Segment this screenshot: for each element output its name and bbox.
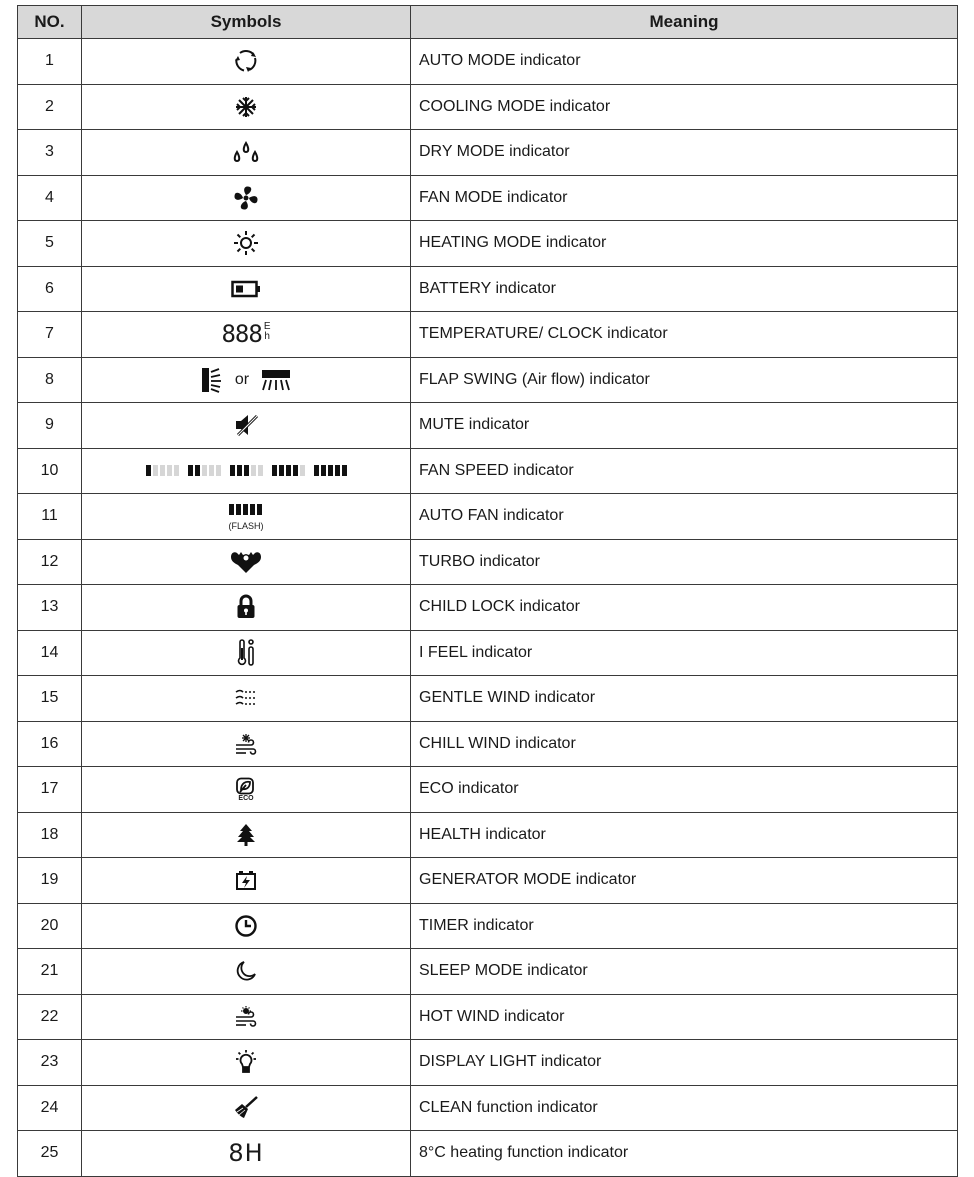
- table-row: [18, 903, 958, 949]
- eco-label: ECO: [238, 794, 254, 802]
- row-meaning: GENERATOR MODE indicator: [411, 858, 958, 904]
- table-row: [18, 39, 958, 85]
- row-meaning: CLEAN function indicator: [411, 1085, 958, 1131]
- row-meaning: ECO indicator: [411, 767, 958, 813]
- table-row: [18, 676, 958, 722]
- header-symbols: Symbols: [82, 6, 411, 39]
- fan-speed-level-4-icon: [272, 465, 305, 476]
- table-row: [18, 630, 958, 676]
- row-meaning: AUTO FAN indicator: [411, 494, 958, 540]
- table-row: [18, 721, 958, 767]
- turbo-muscle-icon: [229, 549, 263, 575]
- table-row: [18, 84, 958, 130]
- fan-speed-level-3-icon: [230, 465, 263, 476]
- row-meaning: CHILL WIND indicator: [411, 721, 958, 767]
- row-meaning: DRY MODE indicator: [411, 130, 958, 176]
- table-row: [18, 1131, 958, 1177]
- table-row: [18, 1040, 958, 1086]
- hot-wind-icon: [234, 1005, 258, 1029]
- chill-wind-icon: [234, 732, 258, 756]
- auto-mode-icon: [233, 48, 259, 74]
- row-number: 21: [18, 949, 82, 995]
- row-number: 24: [18, 1085, 82, 1131]
- row-meaning: SLEEP MODE indicator: [411, 949, 958, 995]
- or-label: or: [234, 370, 250, 388]
- row-meaning: BATTERY indicator: [411, 266, 958, 312]
- row-meaning: DISPLAY LIGHT indicator: [411, 1040, 958, 1086]
- row-number: 14: [18, 630, 82, 676]
- row-number: 5: [18, 221, 82, 267]
- row-meaning: HEALTH indicator: [411, 812, 958, 858]
- row-number: 18: [18, 812, 82, 858]
- sun-icon: [233, 230, 259, 256]
- row-number: 8: [18, 357, 82, 403]
- tree-icon: [236, 823, 256, 847]
- row-meaning: FAN SPEED indicator: [411, 448, 958, 494]
- table-row: [18, 585, 958, 631]
- table-row: [18, 221, 958, 267]
- row-number: 25: [18, 1131, 82, 1177]
- water-drops-icon: [231, 140, 261, 164]
- table-row: [18, 812, 958, 858]
- table-row: [18, 448, 958, 494]
- row-meaning: TEMPERATURE/ CLOCK indicator: [411, 312, 958, 358]
- table-row: [18, 130, 958, 176]
- row-number: 16: [18, 721, 82, 767]
- light-bulb-icon: [233, 1049, 259, 1075]
- segment-sub-top: E: [263, 321, 271, 333]
- row-meaning: HOT WIND indicator: [411, 994, 958, 1040]
- row-meaning: MUTE indicator: [411, 403, 958, 449]
- row-meaning: 8°C heating function indicator: [411, 1131, 958, 1177]
- fan-speed-level-2-icon: [188, 465, 221, 476]
- row-meaning: TURBO indicator: [411, 539, 958, 585]
- row-number: 1: [18, 39, 82, 85]
- row-number: 2: [18, 84, 82, 130]
- row-meaning: HEATING MODE indicator: [411, 221, 958, 267]
- clock-icon: [234, 914, 258, 938]
- row-meaning: CHILD LOCK indicator: [411, 585, 958, 631]
- row-number: 13: [18, 585, 82, 631]
- segment-sub-bottom: h: [264, 331, 270, 343]
- header-meaning: Meaning: [411, 6, 958, 39]
- symbols-table: [17, 5, 958, 1177]
- table-row: [18, 767, 958, 813]
- row-number: 7: [18, 312, 82, 358]
- table-row: [18, 539, 958, 585]
- table-row: [18, 266, 958, 312]
- row-number: 12: [18, 539, 82, 585]
- eco-leaf-icon: [235, 777, 257, 802]
- horizontal-flap-icon: [260, 368, 292, 392]
- row-meaning: COOLING MODE indicator: [411, 84, 958, 130]
- header-no: NO.: [18, 6, 82, 39]
- segment-display-icon: [221, 320, 271, 349]
- row-number: 10: [18, 448, 82, 494]
- i-feel-thermometer-icon: [236, 638, 256, 668]
- row-number: 4: [18, 175, 82, 221]
- row-number: 23: [18, 1040, 82, 1086]
- generator-icon: [235, 869, 257, 891]
- row-meaning: I FEEL indicator: [411, 630, 958, 676]
- fan-speed-level-1-icon: [146, 465, 179, 476]
- fan-icon: [233, 185, 259, 211]
- snowflake-icon: [234, 95, 258, 119]
- table-row: [18, 494, 958, 540]
- table-row: [18, 949, 958, 995]
- lock-icon: [236, 594, 256, 620]
- auto-fan-bars-icon: [228, 502, 263, 531]
- row-number: 17: [18, 767, 82, 813]
- table-row: [18, 357, 958, 403]
- row-number: 22: [18, 994, 82, 1040]
- row-meaning: GENTLE WIND indicator: [411, 676, 958, 722]
- row-meaning: FAN MODE indicator: [411, 175, 958, 221]
- table-row: [18, 858, 958, 904]
- row-meaning: AUTO MODE indicator: [411, 39, 958, 85]
- battery-icon: [231, 280, 261, 298]
- fan-speed-bars-icon: [146, 465, 347, 476]
- row-meaning: FLAP SWING (Air flow) indicator: [411, 357, 958, 403]
- row-number: 15: [18, 676, 82, 722]
- mute-icon: [233, 413, 259, 437]
- row-number: 19: [18, 858, 82, 904]
- moon-icon: [234, 959, 258, 983]
- table-row: [18, 994, 958, 1040]
- row-number: 11: [18, 494, 82, 540]
- table-row: [18, 403, 958, 449]
- row-number: 9: [18, 403, 82, 449]
- table-header-row: [18, 6, 958, 39]
- vertical-flap-icon: [200, 366, 224, 394]
- eight-h-icon: 8H: [228, 1139, 264, 1168]
- row-meaning: TIMER indicator: [411, 903, 958, 949]
- table-row: [18, 175, 958, 221]
- segment-digits: 888: [221, 320, 262, 349]
- row-number: 6: [18, 266, 82, 312]
- fan-speed-level-5-icon: [314, 465, 347, 476]
- broom-icon: [233, 1096, 259, 1120]
- row-number: 20: [18, 903, 82, 949]
- flash-label: (FLASH): [228, 520, 264, 531]
- gentle-wind-icon: [234, 687, 258, 709]
- row-number: 3: [18, 130, 82, 176]
- table-row: [18, 1085, 958, 1131]
- table-row: [18, 312, 958, 358]
